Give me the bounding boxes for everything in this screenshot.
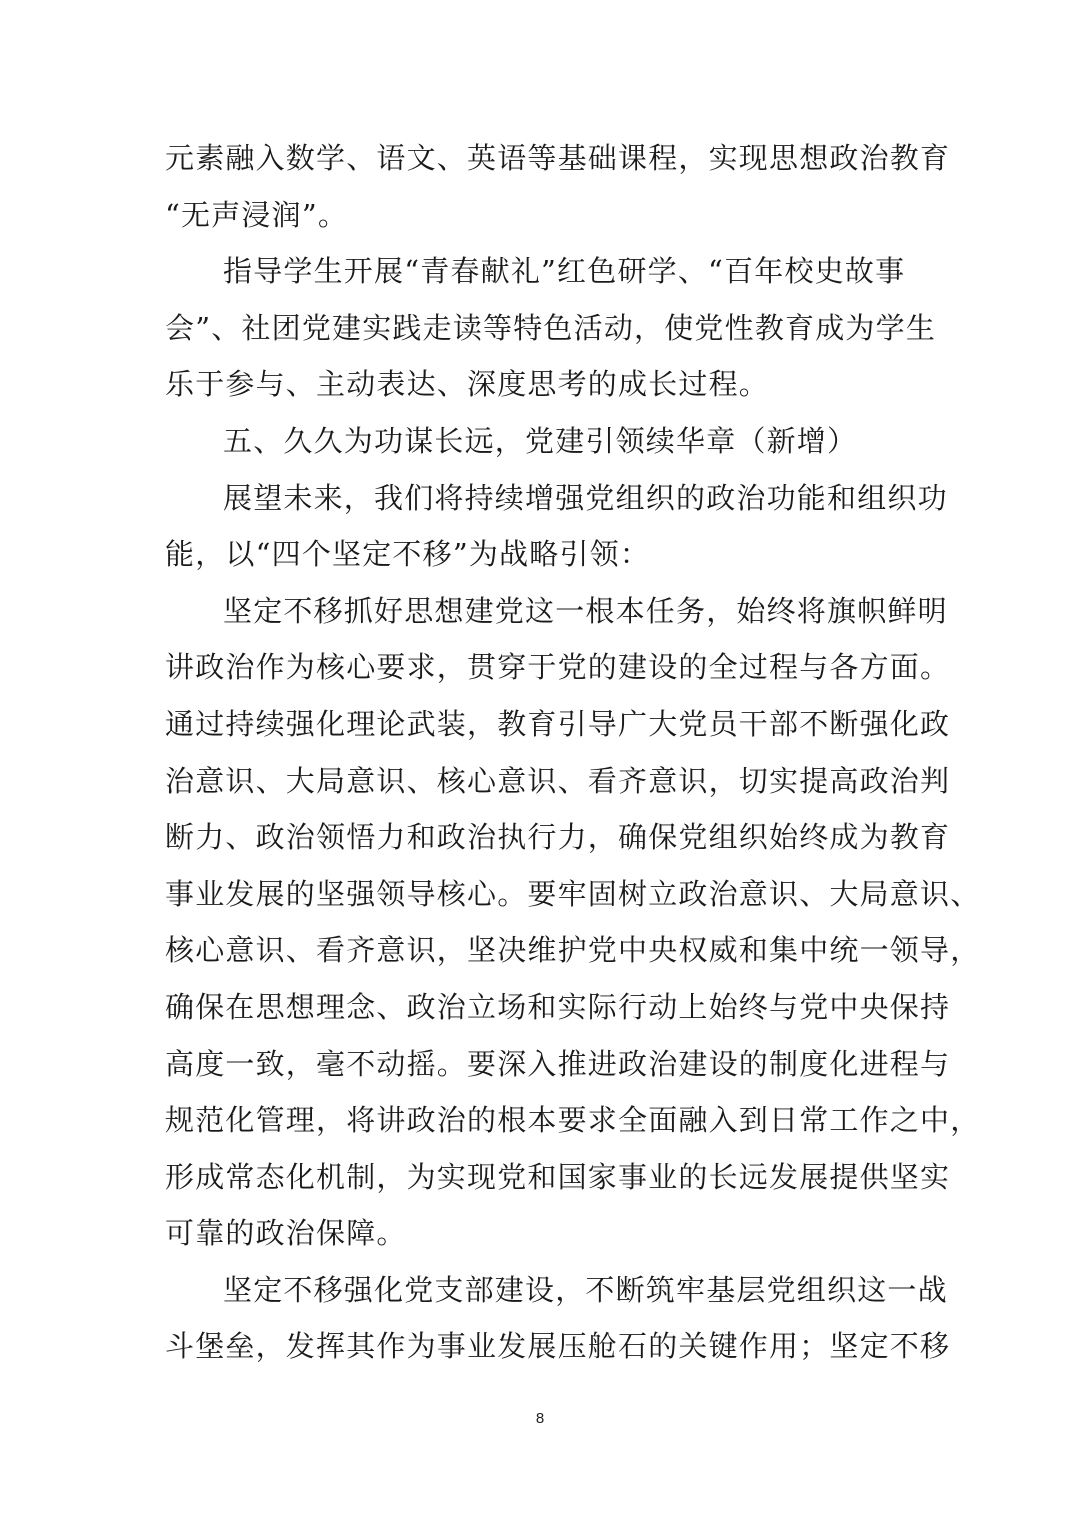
- text-line: 核心意识、看齐意识，坚决维护党中央权威和集中统一领导，: [165, 933, 981, 968]
- text-line: 斗堡垒，发挥其作为事业发展压舱石的关键作用；坚定不移: [165, 1329, 951, 1364]
- text-line: 规范化管理，将讲政治的根本要求全面融入到日常工作之中，: [165, 1103, 981, 1138]
- text-line: 乐于参与、主动表达、深度思考的成长过程。: [165, 367, 770, 402]
- text-line: “无声浸润”。: [165, 197, 349, 232]
- text-line: 形成常态化机制，为实现党和国家事业的长远发展提供坚实: [165, 1159, 951, 1194]
- text-line: 坚定不移抓好思想建党这一根本任务，始终将旗帜鲜明: [223, 593, 948, 628]
- document-body: [165, 130, 981, 1375]
- text-line: 讲政治作为核心要求，贯穿于党的建设的全过程与各方面。: [165, 650, 951, 685]
- text-line: 指导学生开展“青春献礼”红色研学、“百年校史故事: [223, 254, 906, 289]
- text-line: 高度一致，毫不动摇。要深入推进政治建设的制度化进程与: [165, 1046, 951, 1081]
- section-heading: 五、久久为功谋长远，党建引领续华章（新增）: [223, 423, 858, 458]
- text-line: 会”、社团党建实践走读等特色活动，使党性教育成为学生: [165, 310, 937, 345]
- text-line: 能，以“四个坚定不移”为战略引领：: [165, 537, 651, 572]
- text-line: 元素融入数学、语文、英语等基础课程，实现思想政治教育: [165, 141, 951, 175]
- text-line: 确保在思想理念、政治立场和实际行动上始终与党中央保持: [165, 989, 951, 1024]
- text-line: 可靠的政治保障。: [165, 1216, 407, 1251]
- text-line: 断力、政治领悟力和政治执行力，确保党组织始终成为教育: [165, 820, 951, 855]
- text-line: 坚定不移强化党支部建设，不断筑牢基层党组织这一战: [223, 1272, 948, 1307]
- text-line: 事业发展的坚强领导核心。要牢固树立政治意识、大局意识、: [165, 876, 981, 911]
- text-line: 治意识、大局意识、核心意识、看齐意识，切实提高政治判: [165, 763, 951, 798]
- page-number: 8: [535, 1410, 545, 1427]
- text-line: 通过持续强化理论武装，教育引导广大党员干部不断强化政: [165, 706, 951, 741]
- text-line: 展望未来，我们将持续增强党组织的政治功能和组织功: [223, 480, 948, 515]
